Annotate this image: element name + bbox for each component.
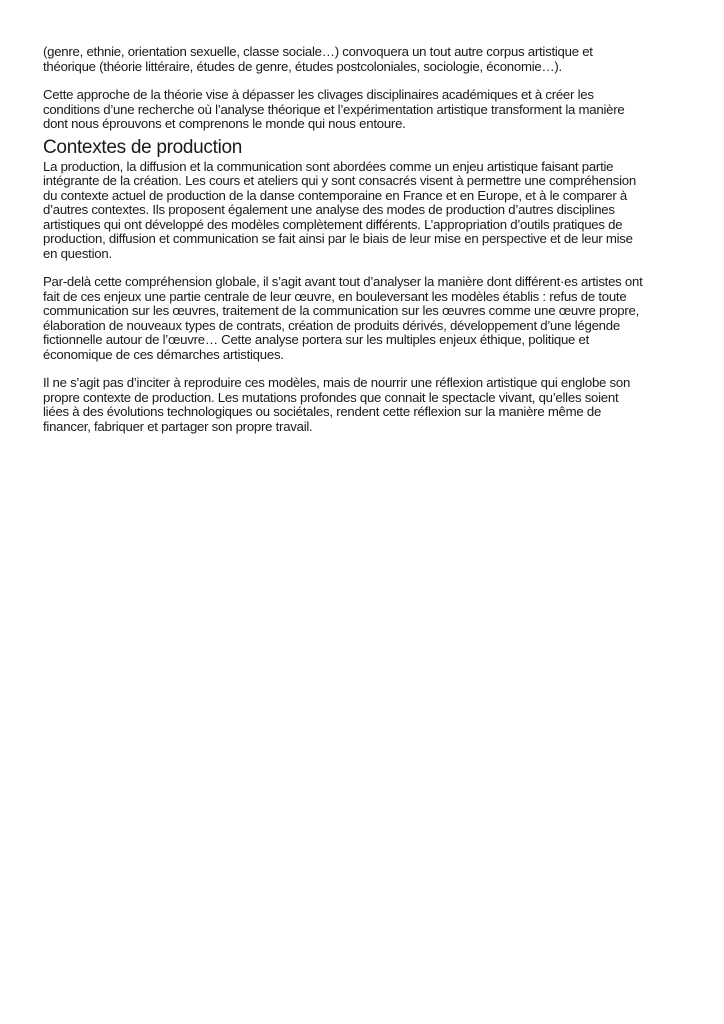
intro-approach-paragraph: Cette approche de la théorie vise à dépasser les clivages disciplinaires académiques et à créer les conditions d’une recherche où l’analyse théorique et l’expérimentation artistique transforment la manière dont nous éprouvons et comprenons le monde qui nous entoure. bbox=[43, 87, 625, 131]
document-page bbox=[43, 45, 643, 448]
section-title: Contextes de production bbox=[43, 136, 243, 158]
section-paragraph-2: Par-delà cette compréhension globale, il s’agit avant tout d’analyser la manière dont différent·es artistes ont fait de ces enjeux une partie centrale de leur œuvre, en bouleversant les modèles établis : refus de toute communication sur les œuvres, traitement de la communication sur les œuvres comme une œuvre propre, élaboration de nouveaux types de contrats, création de produits dérivés, développement d’une légende fictionnelle autour de l’œuvre… Cette analyse portera sur les multiples enjeux éthique, politique et économique de ces démarches artistiques. bbox=[43, 274, 643, 362]
intro-continuation-paragraph: (genre, ethnie, orientation sexuelle, classe sociale…) convoquera un tout autre corpus artistique et théorique (théorie littéraire, études de genre, études postcoloniales, sociologie, économie…). bbox=[43, 44, 593, 74]
section-paragraph-1: La production, la diffusion et la communication sont abordées comme un enjeu artistique faisant partie intégrante de la création. Les cours et ateliers qui y sont consacrés visent à permettre une compréhension du contexte actuel de production de la danse contemporaine en France et en Europe, et à le comparer à d’autres contextes. Ils proposent également une analyse des modes de production d’autres disciplines artistiques qui ont développé des modèles complètement différents. L’appropriation d’outils pratiques de production, diffusion et communication se fait ainsi par le biais de leur mise en perspective et de leur mise en question. bbox=[43, 158, 636, 261]
section-paragraph-3: Il ne s’agit pas d’inciter à reproduire ces modèles, mais de nourrir une réflexion artistique qui englobe son propre contexte de production. Les mutations profondes que connait le spectacle vivant, qu’elles soient liées à des évolutions technologiques ou sociétales, rendent cette réflexion sur la manière même de financer, fabriquer et partager son propre travail. bbox=[43, 375, 631, 434]
